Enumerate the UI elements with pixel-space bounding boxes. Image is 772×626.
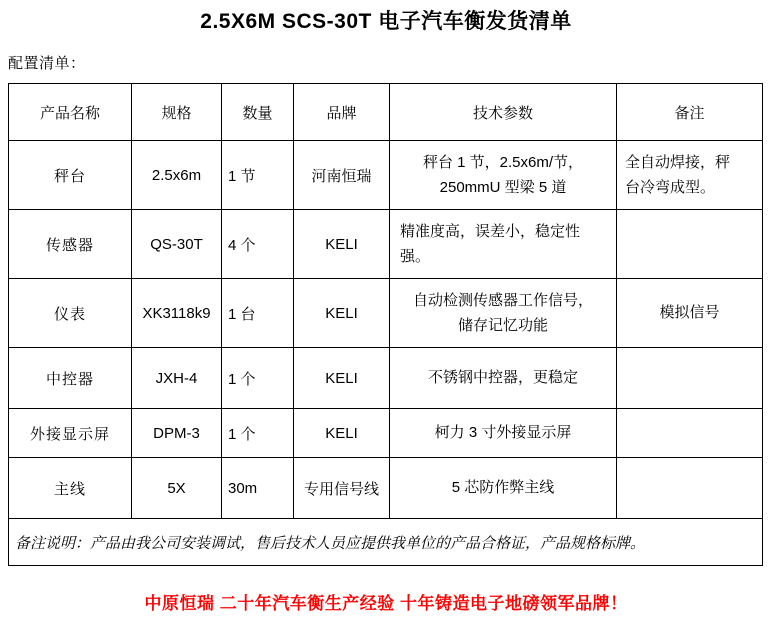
cell-qty: 4 个: [222, 210, 294, 279]
cell-name: 秤台: [9, 141, 132, 210]
cell-brand: KELI: [294, 279, 390, 348]
table-row: [9, 348, 763, 409]
cell-name: 传感器: [9, 210, 132, 279]
col-header-name: 产品名称: [9, 84, 132, 141]
cell-qty: 1 台: [222, 279, 294, 348]
cell-tech-line1: 秤台 1 节，2.5x6m/节，: [422, 153, 584, 171]
cell-name: 外接显示屏: [9, 409, 132, 458]
footer-note: 备注说明：产品由我公司安装调试，售后技术人员应提供我单位的产品合格证，产品规格标牌。: [9, 519, 763, 566]
cell-spec: DPM-3: [132, 409, 222, 458]
cell-note: [617, 458, 763, 519]
cell-tech-line1: 精准度高，误差小，稳定性: [400, 222, 581, 240]
cell-tech-line1: 自动检测传感器工作信号，: [412, 291, 593, 309]
cell-tech: [390, 279, 617, 348]
cell-note-line2: 台冷弯成型。: [625, 179, 716, 197]
table-row: [9, 458, 763, 519]
cell-tech: 不锈钢中控器，更稳定: [390, 348, 617, 409]
cell-brand: 河南恒瑞: [294, 141, 390, 210]
table-row: [9, 210, 763, 279]
cell-spec: XK3118k9: [132, 279, 222, 348]
cell-tech: 5 芯防作弊主线: [390, 458, 617, 519]
cell-note: 模拟信号: [617, 279, 763, 348]
cell-tech: 柯力 3 寸外接显示屏: [390, 409, 617, 458]
cell-qty: 1 节: [222, 141, 294, 210]
cell-brand: KELI: [294, 348, 390, 409]
cell-name: 主线: [9, 458, 132, 519]
col-header-note: 备注: [617, 84, 763, 141]
cell-name: 仪表: [9, 279, 132, 348]
col-header-brand: 品牌: [294, 84, 390, 141]
page-title: 2.5X6M SCS-30T 电子汽车衡发货清单: [200, 10, 572, 33]
col-header-tech: 技术参数: [390, 84, 617, 141]
col-header-qty: 数量: [222, 84, 294, 141]
cell-note: [617, 141, 763, 210]
table-row: [9, 279, 763, 348]
cell-tech-line2: 250mmU 型梁 5 道: [439, 179, 567, 197]
cell-spec: 5X: [132, 458, 222, 519]
cell-brand: KELI: [294, 210, 390, 279]
cell-brand: KELI: [294, 409, 390, 458]
cell-note: [617, 210, 763, 279]
cell-spec: JXH-4: [132, 348, 222, 409]
cell-note-line1: 全自动焊接，秤: [625, 153, 731, 171]
spec-table: [8, 83, 763, 566]
company-slogan: 中原恒瑞 二十年汽车衡生产经验 十年铸造电子地磅领军品牌！: [144, 594, 628, 613]
cell-tech: [390, 210, 617, 279]
subtitle-label: 配置清单：: [8, 55, 86, 73]
cell-qty: 30m: [222, 458, 294, 519]
table-row: [9, 409, 763, 458]
cell-tech-line2: 强。: [400, 248, 431, 266]
cell-brand: 专用信号线: [294, 458, 390, 519]
cell-note: [617, 409, 763, 458]
table-footer-row: [9, 519, 763, 566]
cell-qty: 1 个: [222, 348, 294, 409]
cell-spec: QS-30T: [132, 210, 222, 279]
cell-note: [617, 348, 763, 409]
cell-name: 中控器: [9, 348, 132, 409]
table-header-row: [9, 84, 763, 141]
cell-tech: [390, 141, 617, 210]
cell-spec: 2.5x6m: [132, 141, 222, 210]
cell-qty: 1 个: [222, 409, 294, 458]
cell-tech-line2: 储存记忆功能: [457, 317, 548, 335]
col-header-spec: 规格: [132, 84, 222, 141]
table-row: [9, 141, 763, 210]
